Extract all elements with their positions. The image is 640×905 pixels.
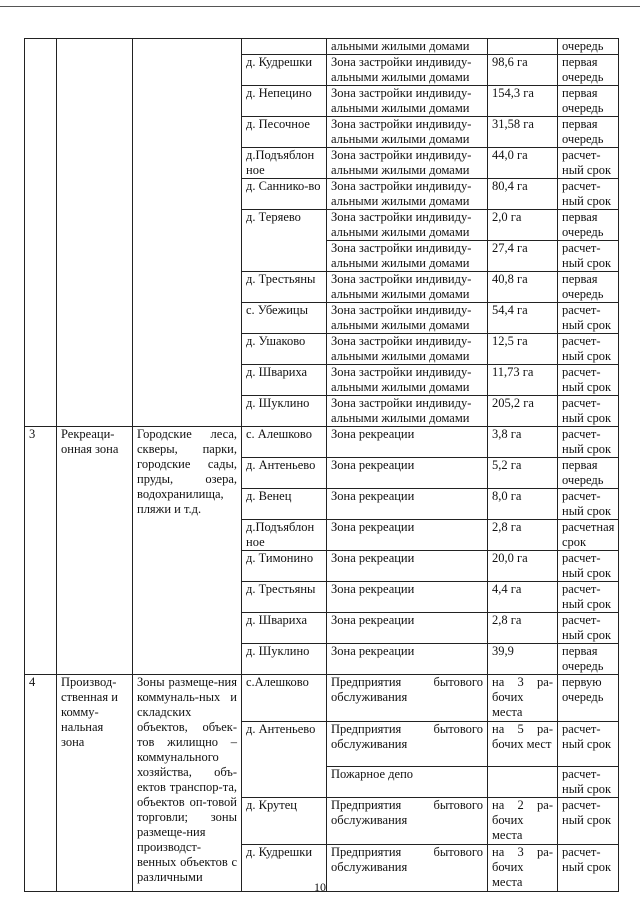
zone-cell: Зона рекреации xyxy=(327,551,488,582)
zone-cell: Зона рекреации xyxy=(327,458,488,489)
zone-cell: Предприятия бытового обслуживания xyxy=(327,722,488,767)
area-cell: 27,4 га xyxy=(488,241,558,272)
zone-cell: Зона рекреации xyxy=(327,520,488,551)
zone-cell: Зона застройки индивиду-альными жилыми домами xyxy=(327,365,488,396)
table-row xyxy=(25,675,619,722)
zone-cell: Зона застройки индивиду-альными жилыми домами xyxy=(327,148,488,179)
term-cell: расчет-ный срок xyxy=(558,767,619,798)
term-cell: расчет-ный срок xyxy=(558,582,619,613)
zone-cell: Зона застройки индивиду-альными жилыми домами xyxy=(327,396,488,427)
section-description: Зоны размеще-ния коммуналь-ных и складских объектов, объек-тов жилищно – коммунального хозяйства, объ-ектов транспор-та, объектов оп-товой торговли; зоны размеще-ния производст-венных объектов с различными xyxy=(133,675,242,892)
zone-cell: Зона застройки индивиду-альными жилыми домами xyxy=(327,210,488,241)
zone-desc-cell xyxy=(133,39,242,427)
area-cell: 205,2 га xyxy=(488,396,558,427)
zone-cell: Зона рекреации xyxy=(327,427,488,458)
num-cell xyxy=(25,39,57,427)
area-cell: 154,3 га xyxy=(488,86,558,117)
area-cell: 8,0 га xyxy=(488,489,558,520)
zone-cell: альными жилыми домами xyxy=(327,39,488,55)
area-cell: 44,0 га xyxy=(488,148,558,179)
section-number: 3 xyxy=(25,427,57,675)
settlement-cell: д. Швариха xyxy=(242,365,327,396)
area-cell xyxy=(488,767,558,798)
term-cell: расчет-ный срок xyxy=(558,551,619,582)
area-cell: на 2 ра-бочих места xyxy=(488,798,558,845)
term-cell: расчет-ный срок xyxy=(558,179,619,210)
area-cell: на 3 ра-бочих места xyxy=(488,845,558,892)
zone-cell: Зона рекреации xyxy=(327,582,488,613)
term-cell: расчет-ный срок xyxy=(558,334,619,365)
table-row xyxy=(25,427,619,458)
area-cell: 5,2 га xyxy=(488,458,558,489)
zone-cell: Пожарное депо xyxy=(327,767,488,798)
settlement-cell: д. Ушаково xyxy=(242,334,327,365)
area-cell: 2,8 га xyxy=(488,613,558,644)
settlement-cell: с. Алешково xyxy=(242,427,327,458)
settlement-cell: д.Подъяблон ное xyxy=(242,520,327,551)
term-cell: расчет-ный срок xyxy=(558,845,619,892)
zoning-table xyxy=(24,38,619,892)
area-cell: на 3 ра-бочих места xyxy=(488,675,558,722)
settlement-cell: д. Трестьяны xyxy=(242,272,327,303)
zone-cell: Предприятия бытового обслуживания xyxy=(327,798,488,845)
page-number: 10 xyxy=(314,880,326,894)
settlement-cell: с.Алешково xyxy=(242,675,327,722)
term-cell: расчет-ный срок xyxy=(558,241,619,272)
zone-cell: Предприятия бытового обслуживания xyxy=(327,845,488,892)
term-cell: первая очередь xyxy=(558,210,619,241)
area-cell: 3,8 га xyxy=(488,427,558,458)
section-name: Производ-ственная и комму-нальная зона xyxy=(57,675,133,892)
settlement-cell: д. Венец xyxy=(242,489,327,520)
area-cell: на 5 ра-бочих мест xyxy=(488,722,558,767)
area-cell: 12,5 га xyxy=(488,334,558,365)
zone-cell: Зона рекреации xyxy=(327,644,488,675)
settlement-cell: д. Кудрешки xyxy=(242,845,327,892)
zone-cell: Зона застройки индивиду-альными жилыми домами xyxy=(327,241,488,272)
term-cell: первая очередь xyxy=(558,86,619,117)
section-number: 4 xyxy=(25,675,57,892)
area-cell: 31,58 га xyxy=(488,117,558,148)
settlement-cell: д. Крутец xyxy=(242,798,327,845)
area-cell: 80,4 га xyxy=(488,179,558,210)
term-cell: расчет-ный срок xyxy=(558,365,619,396)
term-cell: первая очередь xyxy=(558,458,619,489)
zone-cell: Зона рекреации xyxy=(327,613,488,644)
settlement-cell: д. Тимонино xyxy=(242,551,327,582)
area-cell: 4,4 га xyxy=(488,582,558,613)
settlement-cell: д. Непецино xyxy=(242,86,327,117)
settlement-cell: д. Антеньево xyxy=(242,458,327,489)
settlement-cell: д. Шуклино xyxy=(242,396,327,427)
zone-cell: Зона застройки индивиду-альными жилыми домами xyxy=(327,334,488,365)
area-cell: 2,0 га xyxy=(488,210,558,241)
term-cell: расчетная срок xyxy=(558,520,619,551)
zone-cell: Зона застройки индивиду-альными жилыми домами xyxy=(327,55,488,86)
zone-cell: Зона застройки индивиду-альными жилыми домами xyxy=(327,117,488,148)
term-cell: первую очередь xyxy=(558,675,619,722)
term-cell: первая очередь xyxy=(558,644,619,675)
term-cell: расчет-ный срок xyxy=(558,396,619,427)
settlement-cell xyxy=(242,39,327,55)
area-cell xyxy=(488,39,558,55)
term-cell: расчет-ный срок xyxy=(558,489,619,520)
area-cell: 40,8 га xyxy=(488,272,558,303)
term-cell: первая очередь xyxy=(558,117,619,148)
settlement-cell: д. Теряево xyxy=(242,210,327,272)
settlement-cell: д. Швариха xyxy=(242,613,327,644)
settlement-cell: д. Кудрешки xyxy=(242,55,327,86)
table-row xyxy=(25,39,619,55)
term-cell: расчет-ный срок xyxy=(558,303,619,334)
settlement-cell: д. Саннико-во xyxy=(242,179,327,210)
zone-name-cell xyxy=(57,39,133,427)
section-description: Городские леса, скверы, парки, городские сады, пруды, озера, водохранилища, пляжи и т.д. xyxy=(133,427,242,675)
settlement-cell: д. Трестьяны xyxy=(242,582,327,613)
zone-cell: Зона застройки индивиду-альными жилыми домами xyxy=(327,272,488,303)
term-cell: расчет-ный срок xyxy=(558,722,619,767)
settlement-cell: д.Подъяблон ное xyxy=(242,148,327,179)
top-rule xyxy=(0,6,640,7)
term-cell: расчет-ный срок xyxy=(558,148,619,179)
zone-cell: Зона застройки индивиду-альными жилыми домами xyxy=(327,179,488,210)
zone-cell: Зона рекреации xyxy=(327,489,488,520)
section-name: Рекреаци-онная зона xyxy=(57,427,133,675)
zone-cell: Зона застройки индивиду-альными жилыми домами xyxy=(327,303,488,334)
zone-cell: Зона застройки индивиду-альными жилыми домами xyxy=(327,86,488,117)
area-cell: 11,73 га xyxy=(488,365,558,396)
term-cell: расчет-ный срок xyxy=(558,798,619,845)
settlement-cell: д. Антеньево xyxy=(242,722,327,798)
area-cell: 98,6 га xyxy=(488,55,558,86)
term-cell: очередь xyxy=(558,39,619,55)
settlement-cell: с. Убежицы xyxy=(242,303,327,334)
area-cell: 2,8 га xyxy=(488,520,558,551)
area-cell: 54,4 га xyxy=(488,303,558,334)
term-cell: расчет-ный срок xyxy=(558,613,619,644)
area-cell: 39,9 xyxy=(488,644,558,675)
area-cell: 20,0 га xyxy=(488,551,558,582)
settlement-cell: д. Песочное xyxy=(242,117,327,148)
term-cell: первая очередь xyxy=(558,272,619,303)
zone-cell: Предприятия бытового обслуживания xyxy=(327,675,488,722)
settlement-cell: д. Шуклино xyxy=(242,644,327,675)
term-cell: первая очередь xyxy=(558,55,619,86)
term-cell: расчет-ный срок xyxy=(558,427,619,458)
